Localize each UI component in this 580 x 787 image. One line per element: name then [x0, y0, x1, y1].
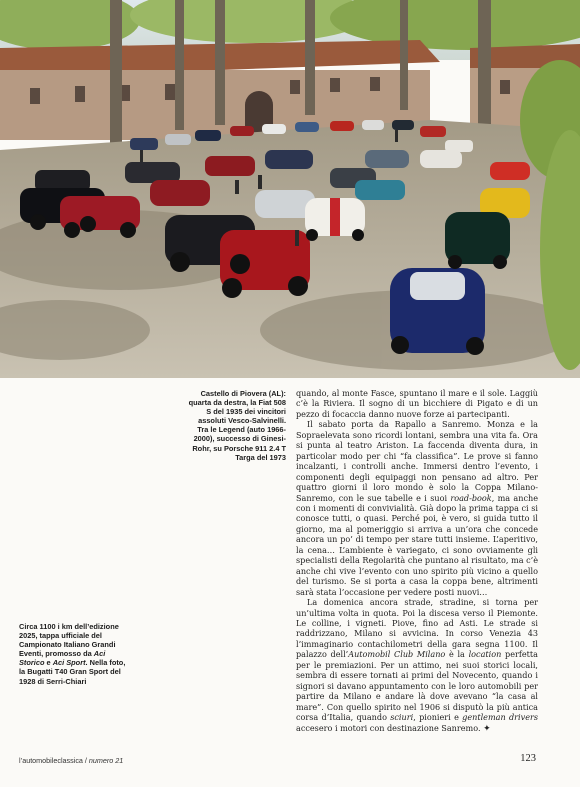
- caption-top-location: Castello di Piovera: [200, 389, 267, 398]
- footer-magazine-issue: [19, 756, 123, 765]
- p3-text-a: La domenica ancora strade, stradine, si torna per un’ultima volta in quota. Poi la discesa verso il Piemonte. Le colline, i vigneti. Piove, fino ad Asti. Le strade si raddrizzano, Milano si avvicina. In corso Venezia 43 l’immaginario contachilometri della gara segna 1100. Il palazzo dell’: [296, 597, 538, 660]
- page-number: 123: [520, 753, 536, 764]
- p3-em-acm: Automobil Club Milano: [348, 649, 446, 660]
- footer-issue-number: numero 21: [88, 756, 124, 765]
- p3-text-c: perfetta per le premiazioni. Per un attimo, nei suoi storici locali, sembra di essere tornati ai primi del Novecento, quando i signori si davano appuntamento con le loro automobili per partire da Milano e andare là dove avevano “la casa al mare”. Con quello spirito nel 1906 si disputò la più antica corsa d’Italia, quando: [296, 649, 538, 723]
- article-paragraph-3: [296, 597, 538, 734]
- photo-illustration: [0, 0, 580, 378]
- p2-text-b: , ma anche con i momenti di convivialità. Già dopo la prima tappa ci si conosce tutti, o quasi. Perché poi, è vero, si guida tutto il giorno, ma al pomeriggio si arriva a un’ora che concede ancora un po’ di tempo per stare tutti insieme. L’aperitivo, la cena… L’ambiente è variegato, ci sono ovviamente gli specialisti della Regolarità che puntano al risultato, ma c’è anche chi vive l’evento con uno spirito più vicino a quello del turismo. Se si porta a casa la coppa bene, altrimenti sarà stata l’occasione per vedere posti nuovi…: [296, 492, 538, 597]
- p3-em-sciuri: sciuri: [390, 712, 414, 723]
- p2-em-roadbook: road-book: [450, 492, 492, 503]
- caption-left-text-2: e: [44, 658, 53, 668]
- hero-photo-castle-courtyard-cars: [0, 0, 580, 378]
- p3-em-location: location: [468, 649, 502, 660]
- p3-text-b: è la: [445, 649, 469, 660]
- caption-top-text: (AL): quarta da destra, la Fiat 508 S del 1935 dei vincitori assoluti Vesco-Salvinelli. Tra le Legend (auto 1966-2000), successo di Ginesi-Rohr, su Porsche 911 2.4 T Targa del 1973: [188, 389, 286, 462]
- p3-text-d: , pionieri e: [413, 712, 463, 723]
- footer-separator: /: [82, 756, 89, 765]
- article-paragraph-1: quando, al monte Fasce, spuntano il mare e il sole. Laggiù c’è la Riviera. Il sogno di un bicchiere di Pigato e di un pezzo di focaccia danno nuove forze ai partecipanti.: [296, 388, 538, 419]
- caption-left-em-1: Aci Storico: [19, 649, 106, 668]
- article-body: [296, 388, 538, 734]
- p3-em-gentleman: gentleman drivers: [462, 712, 539, 723]
- p3-text-e: accesero i motori con destinazione Sanremo.: [296, 722, 481, 733]
- photo-caption-top: [186, 389, 286, 462]
- footer-magazine-name: l’automobileclassica: [19, 756, 83, 765]
- caption-left-text-3: . Nella foto, la Bugatti T40 Gran Sport del 1928 di Serri-Chiari: [19, 658, 126, 686]
- caption-left-em-2: Aci Sport: [52, 658, 86, 668]
- photo-caption-left: [19, 622, 131, 686]
- end-of-article-mark: ✦: [483, 723, 491, 734]
- article-paragraph-2: [296, 419, 538, 597]
- caption-left-text-1: Circa 1100 i km dell’edizione 2025, tappa ufficiale del Campionato Italiano Grandi Eventi, promosso da: [19, 622, 119, 659]
- p2-text-a: Il sabato porta da Rapallo a Sanremo. Monza e la Sopraelevata sono ricordi lontani, sembra una vita fa. Ora si punta al teatro Ariston. La faccenda diventa dura, in particolar modo per chi “fa classifica”. Le prove si fanno incalzanti, i controlli anche. Immersi dentro l’evento, i componenti degli equipaggi non pensano ad altro. Per quattro giorni il loro mondo è solo la Coppa Milano-Sanremo, con le sue tabelle e i suoi: [296, 419, 538, 503]
